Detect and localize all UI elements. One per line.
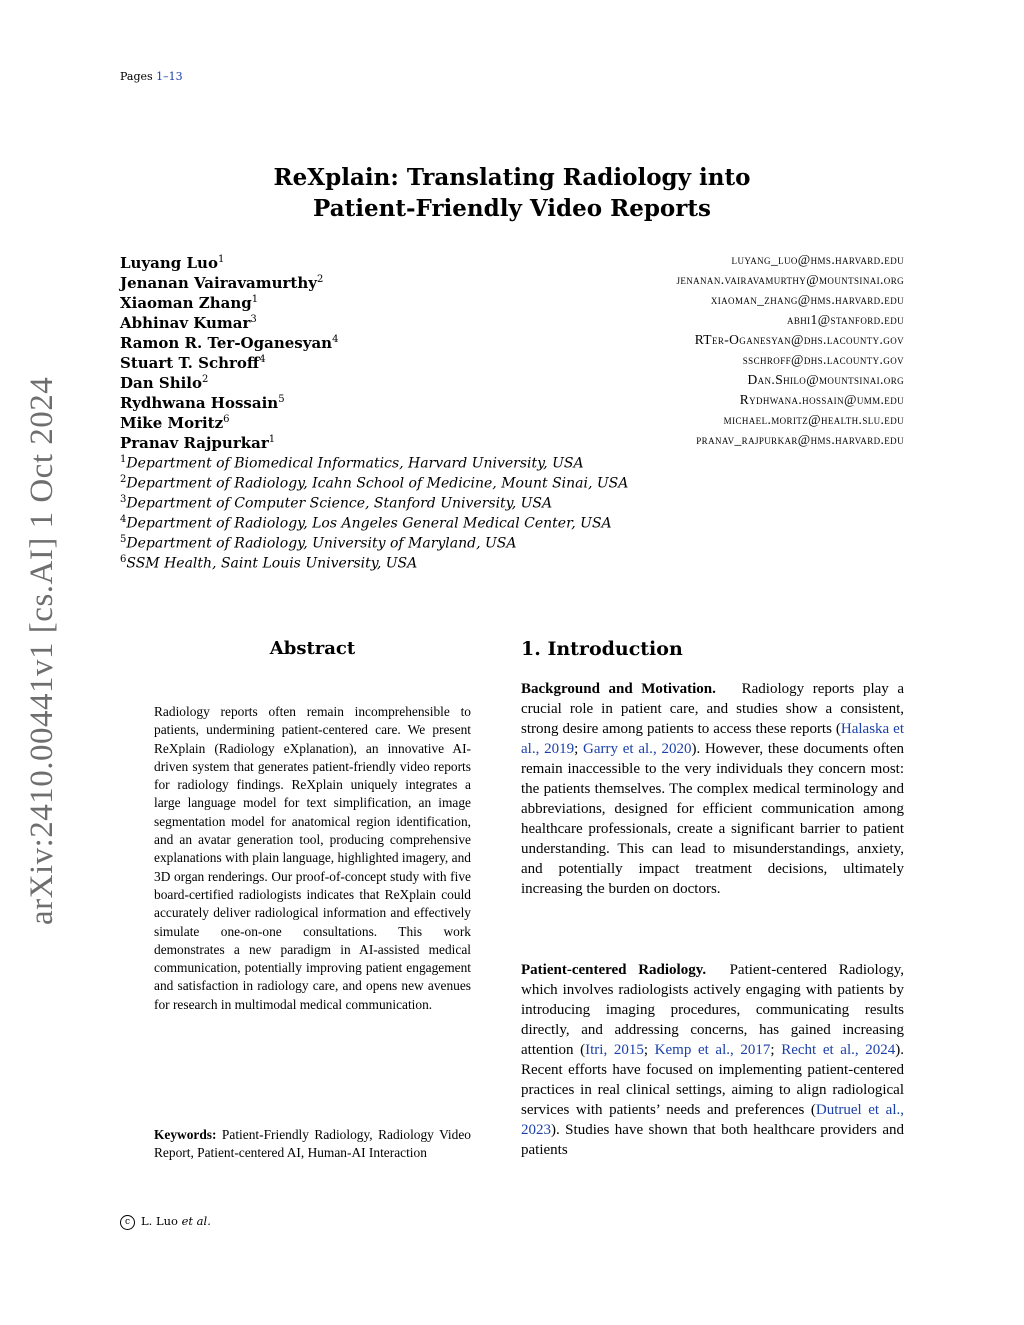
citation-link[interactable]: Garry et al., 2020 xyxy=(583,741,692,757)
author-email[interactable]: luyang_luo@hms.harvard.edu xyxy=(731,252,904,267)
paragraph-lead: Patient-centered Radiology. xyxy=(521,962,707,978)
affiliation: $^1$Department of Biomedical Informatics, Harvard University, USA xyxy=(120,454,584,472)
pages-range-link[interactable]: 1–13 xyxy=(156,70,183,83)
abstract-heading: Abstract xyxy=(269,638,356,659)
affiliation: $^2$Department of Radiology, Icahn School of Medicine, Mount Sinai, USA xyxy=(120,474,629,492)
affiliation: $^4$Department of Radiology, Los Angeles General Medical Center, USA xyxy=(120,514,612,532)
author-row xyxy=(120,370,904,390)
author-sup: 2 xyxy=(317,274,324,285)
author-name: Mike Moritz xyxy=(120,414,224,432)
citation-link[interactable]: Recht et al., 2024 xyxy=(781,1042,896,1058)
keywords xyxy=(154,1126,471,1163)
author-name: Ramon R. Ter-Oganesyan xyxy=(120,334,333,352)
author-sup: 3 xyxy=(250,314,257,325)
author-email[interactable]: pranav_rajpurkar@hms.harvard.edu xyxy=(696,432,904,447)
intro-paragraph-background: Background and Motivation. Radiology reports play a crucial role in patient care, and studies show a consistent, strong desire among patients to access these reports (Halaska et al., 2019; Garry et al., 2020). However, these documents often remain inaccessible to the very individuals they concern most: the patients themselves. The complex medical terminology and abbreviations, designed for efficient communication among healthcare professionals, create a significant barrier to patient understanding. This can lead to misunderstandings, anxiety, and potentially impact treatment decisions, ultimately increasing the burden on doctors. xyxy=(521,681,905,897)
author-email[interactable]: abhi1@stanford.edu xyxy=(786,312,904,327)
affiliation: $^5$Department of Radiology, University of Maryland, USA xyxy=(120,534,517,552)
author-name: Rydhwana Hossain xyxy=(120,394,279,412)
paragraph-lead: Background and Motivation. xyxy=(521,681,716,697)
author-sup: 2 xyxy=(202,374,209,385)
author-name: Xiaoman Zhang xyxy=(120,294,252,312)
author-name: Luyang Luo xyxy=(120,254,218,272)
citation-link[interactable]: Halaska et al., 2019 xyxy=(521,721,904,757)
citation-link[interactable]: Dutruel et al., 2023 xyxy=(521,1102,904,1138)
author-row xyxy=(120,350,904,370)
abstract-body: Radiology reports often remain incomprehensible to patients, undermining patient-centered care. We present ReXplain (Radiology eXplanation), an innovative AI-driven system that generates patient-friendly video reports for radiology findings. ReXplain uniquely integrates a large language model for text simplification, an image segmentation model for anatomical region identification, and an avatar generation tool, producing comprehensive explanations with plain language, highlighted imagery, and 3D organ renderings. Our proof-of-concept study with five board-certified radiologists indicates that ReXplain could accurately deliver radiological information and effectively simulate one-on-one consultations. This work demonstrates a new paradigm in AI-assisted medical communication, potentially improving patient engagement and satisfaction in radiology care, and opens new avenues for research in multimodal medical communication. xyxy=(154,704,471,1012)
arxiv-stamp: arXiv:2410.00441v1 [cs.AI] 1 Oct 2024 xyxy=(24,376,60,925)
author-name: Jenanan Vairavamurthy xyxy=(120,274,317,292)
author-sup: 4 xyxy=(259,354,266,365)
author-row xyxy=(120,250,904,270)
author-email[interactable]: michael.moritz@health.slu.edu xyxy=(723,412,904,427)
citation-link[interactable]: Itri, 2015 xyxy=(585,1042,644,1058)
author-name: Abhinav Kumar xyxy=(120,314,251,332)
copyright-footer xyxy=(120,1214,211,1230)
author-email[interactable]: Rydhwana.hossain@umm.edu xyxy=(739,392,904,407)
author-email[interactable]: RTer-Oganesyan@dhs.lacounty.gov xyxy=(694,332,904,347)
author-row xyxy=(120,390,904,410)
citation-link[interactable]: Kemp et al., 2017 xyxy=(654,1042,771,1058)
author-name: Dan Shilo xyxy=(120,374,202,392)
pages-label: Pages xyxy=(120,70,153,83)
title-line-2: Patient-Friendly Video Reports xyxy=(313,195,711,222)
affiliation: $^6$SSM Health, Saint Louis University, USA xyxy=(120,554,418,572)
author-row xyxy=(120,330,904,350)
keywords-label: Keywords: xyxy=(154,1127,217,1142)
author-sup: 1 xyxy=(217,254,225,265)
author-name: Pranav Rajpurkar xyxy=(120,434,269,452)
author-row xyxy=(120,430,904,450)
copyright-icon: c xyxy=(120,1215,135,1230)
author-list xyxy=(120,250,904,450)
affiliation-list xyxy=(120,450,628,570)
affiliation: $^3$Department of Computer Science, Stanford University, USA xyxy=(120,494,553,512)
author-row xyxy=(120,410,904,430)
author-row xyxy=(120,270,904,290)
paper-title xyxy=(120,162,904,224)
author-row xyxy=(120,310,904,330)
introduction-heading: 1. Introduction xyxy=(521,638,683,660)
intro-paragraph-patient-centered: Patient-centered Radiology. Patient-centered Radiology, which involves radiologists actively engaging with patients by introducing imaging procedures, communicating results directly, and addressing concerns, has gained increasing attention (Itri, 2015; Kemp et al., 2017; Recht et al., 2024). Recent efforts have focused on implementing patient-centered practices in real clinical settings, aiming to align radiological services with patients’ needs and preferences (Dutruel et al., 2023). Studies have shown that both healthcare providers and patients xyxy=(521,962,905,1158)
author-email[interactable]: sschroff@dhs.lacounty.gov xyxy=(742,352,904,367)
author-sup: 1 xyxy=(268,434,276,445)
author-email[interactable]: jenanan.vairavamurthy@mountsinai.org xyxy=(676,272,904,287)
title-line-1: ReXplain: Translating Radiology into xyxy=(273,164,751,191)
author-sup: 6 xyxy=(223,414,230,425)
author-email[interactable]: xiaoman_zhang@hms.harvard.edu xyxy=(710,292,904,307)
author-sup: 1 xyxy=(251,294,259,305)
author-email[interactable]: Dan.Shilo@mountsinai.org xyxy=(747,372,904,387)
keywords-text: Patient-Friendly Radiology, Radiology Video Report, Patient-centered AI, Human-AI Interaction xyxy=(154,1127,471,1161)
running-header xyxy=(120,70,183,83)
footer-authors: L. Luo xyxy=(141,1214,178,1228)
author-name: Stuart T. Schroff xyxy=(120,354,260,372)
author-row xyxy=(120,290,904,310)
author-sup: 5 xyxy=(278,394,285,405)
footer-etal: et al. xyxy=(181,1214,211,1228)
author-sup: 4 xyxy=(332,334,339,345)
